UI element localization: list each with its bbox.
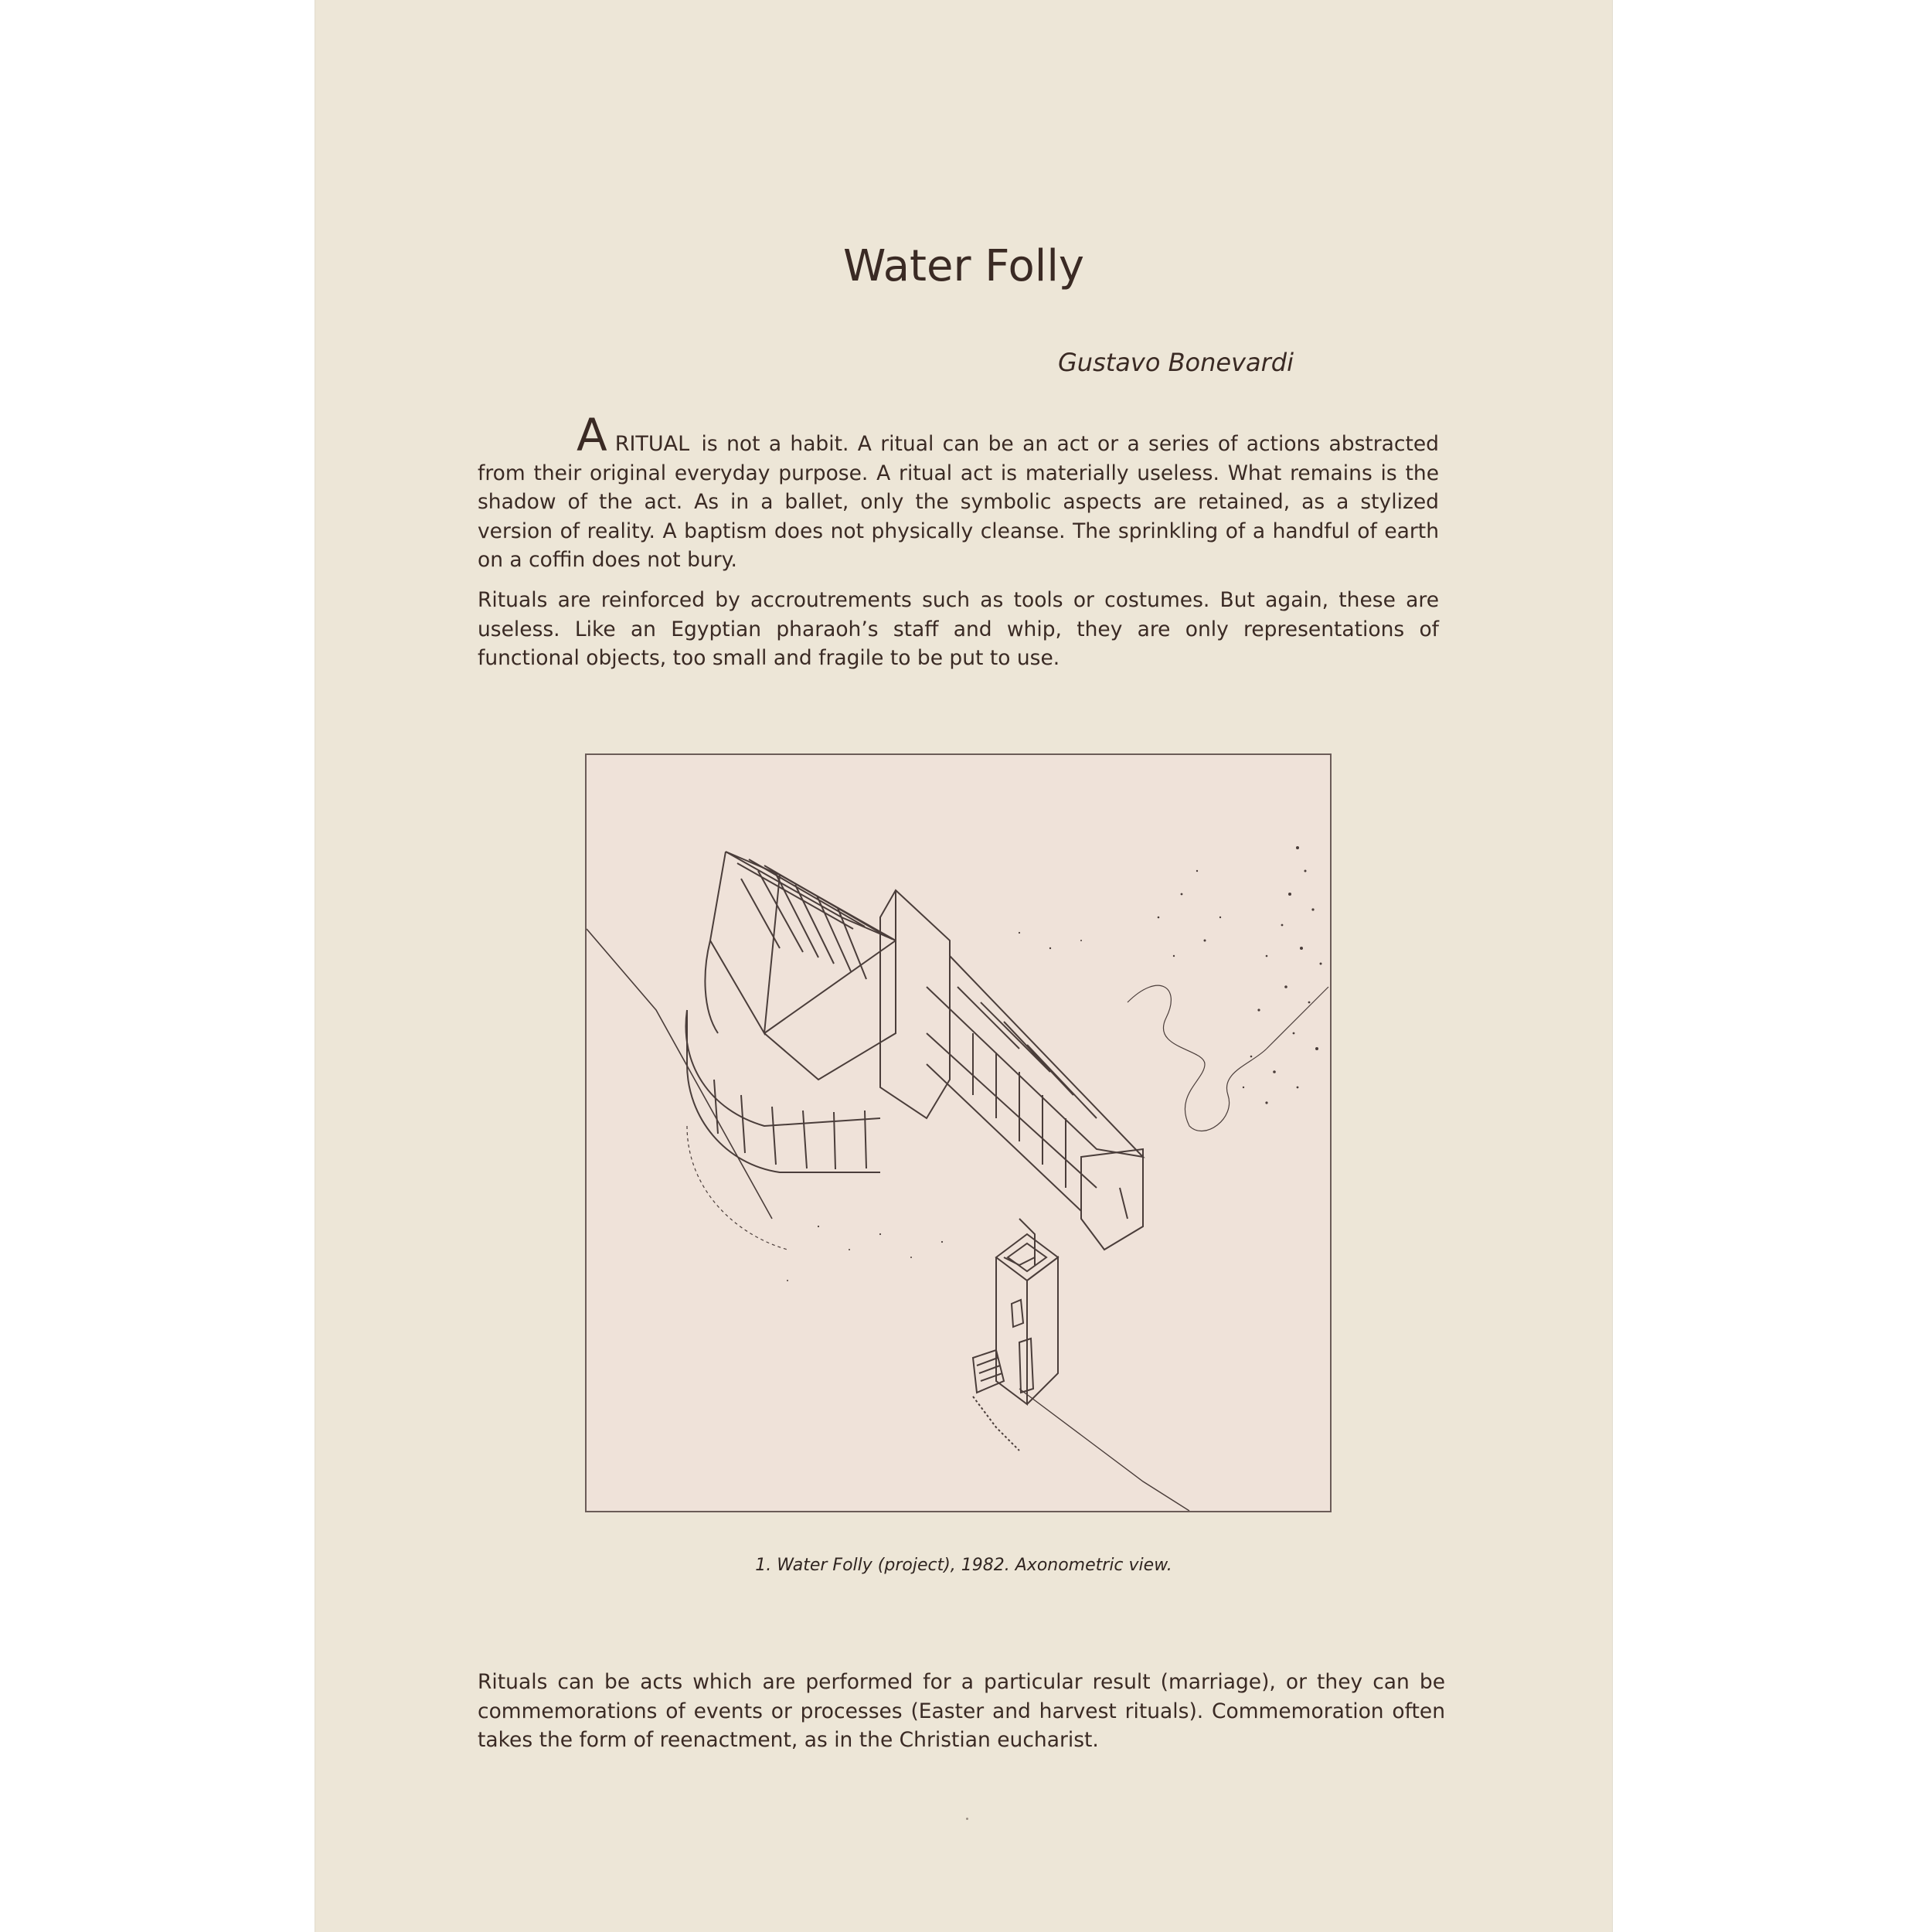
paragraph-1-text: is not a habit. A ritual can be an act or a series of actions abstracted from their original everyday purpose. A ritual act is materially useless. What remains is the shadow of the act. As in a ballet, only the symbolic aspects are retained, as a stylized version of reality. A baptism does not physically cleanse. The sprinkling of a handful of earth on a coffin does not bury. [478, 432, 1439, 572]
page-mark [966, 1818, 968, 1820]
drop-cap: A [577, 409, 607, 461]
article-title: Water Folly [842, 241, 1085, 291]
paragraph-2: Rituals are reinforced by accroutrements such as tools or costumes. But again, these are useless. Like an Egyptian pharaoh’s staff and whip, they are only representations of functional objects, too small and fragile to be put to use. [478, 588, 1439, 670]
paragraph-3: Rituals can be acts which are performed for a particular result (marriage), or they can be commemorations of events or processes (Easter and harvest rituals). Commemoration often takes the form of reenactment, as in the Christian eucharist. [478, 1670, 1445, 1752]
figure-axonometric-drawing [585, 753, 1332, 1512]
article-author: Gustavo Bonevardi [1058, 348, 1294, 377]
axonometric-drawing-illustration [587, 755, 1330, 1511]
figure-caption: 1. Water Folly (project), 1982. Axonometric view. [755, 1556, 1172, 1575]
page [315, 0, 1612, 1932]
paragraph-1 [478, 409, 1439, 575]
paragraph-1-lead-word: RITUAL [614, 432, 690, 456]
